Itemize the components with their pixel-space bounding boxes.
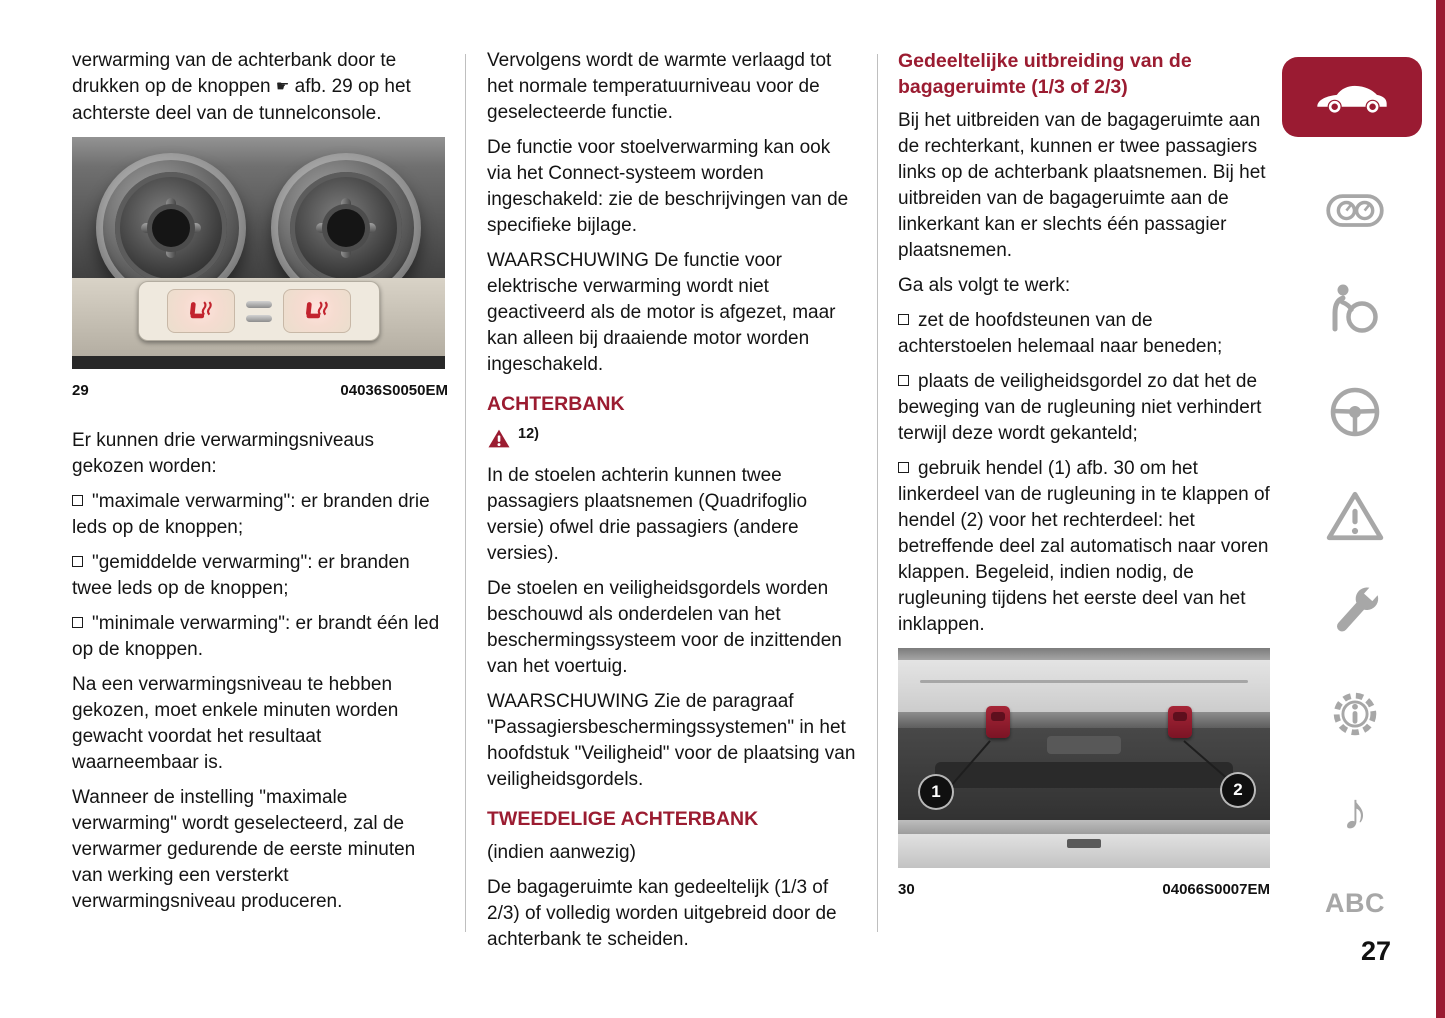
section-heading-tweedelige-achterbank: TWEEDELIGE ACHTERBANK [487, 808, 759, 830]
warning-triangle-icon [1326, 490, 1384, 542]
console-switches [246, 301, 272, 322]
figure-caption [72, 378, 448, 404]
square-bullet-icon [898, 375, 909, 386]
trunk-lid-trim [898, 648, 1270, 660]
heated-seat-icon [187, 300, 215, 323]
paragraph: Wanneer de instelling "maximale verwarming" wordt geselecteerd, zal de verwarmer gedurende de eerste minuten van werking een versterkt verwarmingsniveau produceren. [72, 787, 416, 912]
console-base [72, 356, 445, 369]
seatback-top-edge [898, 712, 1270, 728]
folded-seat [935, 762, 1233, 788]
list-item-text: zet de hoofdsteunen van de achterstoelen helemaal naar beneden; [898, 310, 1223, 357]
page-number: 27 [1360, 936, 1391, 966]
warning-triangle-icon [487, 428, 511, 449]
list-item [72, 550, 448, 602]
figure-number: 29 [72, 382, 89, 399]
figure-code: 04036S0050EM [340, 382, 448, 399]
column-2 [487, 48, 859, 962]
wrench-icon [1325, 582, 1385, 642]
instrument-panel-icon [1325, 186, 1385, 234]
square-bullet-icon [72, 617, 83, 628]
paragraph [72, 48, 448, 127]
figure-number: 30 [898, 881, 915, 898]
trunk-latch [1067, 839, 1101, 848]
sidebar-tab-technical-data[interactable] [1322, 684, 1388, 744]
figure-caption [898, 877, 1270, 903]
shelf-seam [920, 680, 1247, 683]
steering-wheel-icon [1327, 384, 1383, 440]
warning-note [487, 425, 859, 451]
paragraph: In de stoelen achterin kunnen twee passagiers plaatsnemen (Quadrifoglio versie) ofwel drie passagiers (andere versies). [487, 465, 808, 564]
heated-seat-icon [303, 300, 331, 323]
paragraph: De bagageruimte kan gedeeltelijk (1/3 of 2/3) of volledig worden uitgebreid door de achterbank te scheiden. [487, 877, 837, 950]
column-1 [72, 48, 448, 924]
trunk-detail [1047, 736, 1121, 754]
list-item-text: plaats de veiligheidsgordel zo dat het de beweging van de rugleuning niet verhindert terwijl deze wordt gekanteld; [898, 371, 1262, 444]
list-item-text: "maximale verwarming": er branden drie leds op de knoppen; [72, 491, 430, 538]
paragraph-text: afb. 29 op het achterste deel van de tunnelconsole. [72, 76, 411, 124]
dashboard-trim [72, 137, 445, 167]
figure-29 [72, 137, 448, 404]
gear-info-icon [1326, 685, 1384, 743]
paragraph: WAARSCHUWING De functie voor elektrische verwarming wordt niet geactiveerd als de motor is afgezet, maar kan alleen bij draaiende motor worden ingeschakeld. [487, 250, 836, 375]
vent-hub [152, 209, 190, 247]
trunk-sill [898, 820, 1270, 834]
switch [246, 301, 272, 308]
paragraph: (indien aanwezig) [487, 842, 636, 863]
list-item [72, 611, 448, 663]
callout-badge-2: 2 [1222, 774, 1254, 806]
column-3 [898, 48, 1270, 927]
figure-30 [898, 648, 1270, 903]
paragraph: Er kunnen drie verwarmingsniveaus gekozen worden: [72, 430, 375, 477]
sidebar-tab-safety[interactable] [1322, 278, 1388, 338]
list-item [898, 308, 1270, 360]
sidebar-tab-emergency[interactable] [1322, 486, 1388, 546]
sidebar-tab-driving[interactable] [1322, 382, 1388, 442]
square-bullet-icon [72, 495, 83, 506]
figure-code: 04066S0007EM [1162, 881, 1270, 898]
list-item [72, 489, 448, 541]
release-handle-1 [986, 706, 1010, 738]
list-item-text: "gemiddelde verwarming": er branden twee leds op de knoppen; [72, 552, 410, 599]
vent-hub [327, 209, 365, 247]
warning-reference: 12) [518, 426, 539, 442]
car-icon [1313, 78, 1391, 116]
paragraph-text: verwarming van de achterbank door te drukken op de knoppen [72, 50, 397, 97]
sidebar-tab-multimedia[interactable] [1322, 782, 1388, 842]
switch [246, 315, 272, 322]
paragraph: Vervolgens wordt de warmte verlaagd tot het normale temperatuurniveau voor de geselecteerde functie. [487, 50, 832, 123]
list-item [898, 369, 1270, 447]
release-handle-2 [1168, 706, 1192, 738]
paragraph: De stoelen en veiligheidsgordels worden beschouwd als onderdelen van het beschermingssysteem voor de inzittenden van het voertuig. [487, 578, 842, 677]
list-item-text: gebruik hendel (1) afb. 30 om het linkerdeel van de rugleuning in te klappen of hendel (2) voor het rechterdeel: het betreffende deel zal automatisch naar voren klappen. Begeleid, indien nodig, de rugleuning tijdens het eerste deel van het inklappen. [898, 458, 1270, 635]
square-bullet-icon [898, 462, 909, 473]
seat-heating-button-left [167, 289, 235, 333]
paragraph: Na een verwarmingsniveau te hebben gekozen, moet enkele minuten worden gewacht voordat het resultaat waarneembaar is. [72, 674, 399, 773]
figure-29-photo [72, 137, 445, 369]
subsection-heading: Gedeeltelijke uitbreiding van de bagageruimte (1/3 of 2/3) [898, 50, 1192, 98]
page-edge-band [1436, 0, 1445, 1018]
parcel-shelf [898, 660, 1270, 712]
list-item [898, 456, 1270, 638]
list-item-text: "minimale verwarming": er brandt één led op de knoppen. [72, 613, 440, 660]
paragraph: De functie voor stoelverwarming kan ook via het Connect-systeem worden ingeschakeld: zie de beschrijvingen van de specifieke bijlage. [487, 137, 849, 236]
sidebar-tab-index[interactable]: ABC [1325, 888, 1385, 918]
square-bullet-icon [898, 314, 909, 325]
music-note-icon: ♪ [1342, 783, 1368, 841]
seat-heating-button-right [283, 289, 351, 333]
square-bullet-icon [72, 556, 83, 567]
paragraph: Ga als volgt te werk: [898, 275, 1071, 296]
column-divider [877, 54, 878, 932]
paragraph: WAARSCHUWING Zie de paragraaf "Passagiersbeschermingssystemen" in het hoofdstuk "Veiligheid" voor de plaatsing van veiligheidsgordels. [487, 691, 856, 790]
paragraph: Bij het uitbreiden van de bagageruimte aan de rechterkant, kunnen er twee passagiers links op de achterbank plaatsnemen. Bij het uitbreiden van de bagageruimte aan de linkerkant kan er slechts één passagier plaatsnemen. [898, 110, 1266, 261]
pointing-hand-icon: ☛ [275, 78, 290, 95]
sidebar-tab-vehicle[interactable] [1282, 57, 1422, 137]
callout-badge-1: 1 [920, 776, 952, 808]
sidebar-tab-instrument-panel[interactable] [1322, 180, 1388, 240]
airbag-seatbelt-icon [1326, 280, 1384, 336]
seat-heating-button-panel [138, 281, 380, 341]
section-heading-achterbank: ACHTERBANK [487, 393, 625, 415]
sidebar-tab-service[interactable] [1322, 582, 1388, 642]
figure-30-photo [898, 648, 1270, 868]
column-divider [465, 54, 466, 932]
